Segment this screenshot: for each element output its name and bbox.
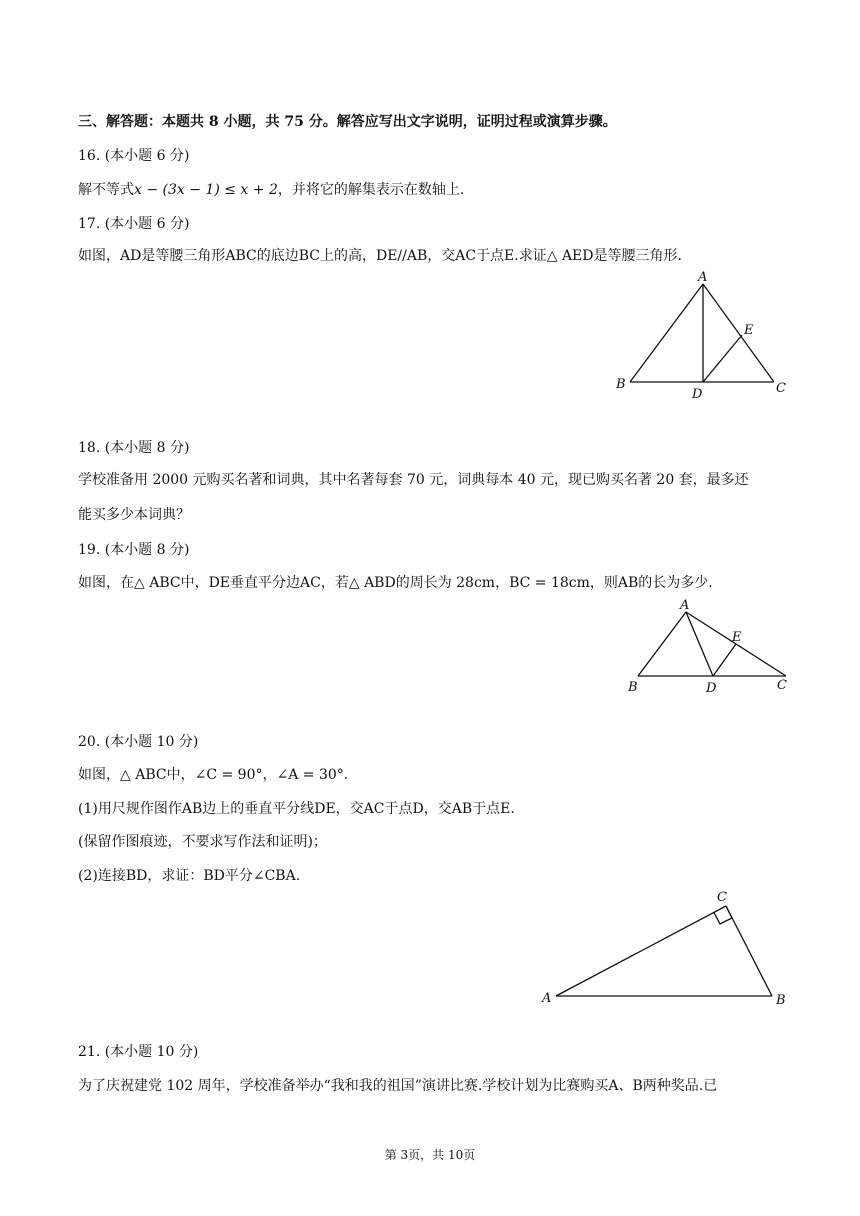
q17-triangle-figure <box>600 268 800 408</box>
page-footer: 第 3页，共 10页 <box>384 1148 476 1162</box>
q20-title: 20. (本小题 10 分) <box>78 734 199 750</box>
q19-label-a: A <box>680 598 690 613</box>
q16-text-b: ，并将它的解集表示在数轴上. <box>277 182 465 198</box>
q20-line4: (2)连接BD，求证：BD平分∠CBA. <box>78 868 301 884</box>
q20-line2: (1)用尺规作图作AB边上的垂直平分线DE，交AC于点D，交AB于点E. <box>78 801 515 817</box>
q18-line2: 能买多少本词典？ <box>78 507 190 523</box>
q19-label-c: C <box>777 678 787 693</box>
q20-line3: (保留作图痕迹，不要求写作法和证明)； <box>78 834 327 850</box>
q19-text: 如图，在△ ABC中，DE垂直平分边AC，若△ ABD的周长为 28cm，BC = 18cm，则AB的长为多少. <box>78 575 713 591</box>
q20-label-c: C <box>717 890 727 905</box>
q16-title: 16. (本小题 6 分) <box>78 148 190 164</box>
q21-line1: 为了庆祝建党 102 周年，学校准备举办“我和我的祖国”演讲比赛.学校计划为比赛购买A、B两种奖品.已 <box>78 1078 718 1094</box>
q17-title: 17. (本小题 6 分) <box>78 216 190 232</box>
q20-right-triangle-figure <box>536 886 800 1010</box>
q20-label-a: A <box>542 991 552 1006</box>
q17-label-e: E <box>744 323 754 338</box>
q17-label-d: D <box>692 387 703 402</box>
q18-title: 18. (本小题 8 分) <box>78 440 190 456</box>
q19-label-d: D <box>706 681 717 696</box>
q19-title: 19. (本小题 8 分) <box>78 542 190 558</box>
q21-title: 21. (本小题 10 分) <box>78 1044 199 1060</box>
q17-label-b: B <box>616 377 626 392</box>
q20-label-b: B <box>776 993 786 1008</box>
section-header: 三、解答题：本题共 8 小题，共 75 分。解答应写出文字说明，证明过程或演算步骤。 <box>78 114 617 130</box>
q16-expr: x − (3x − 1) ≤ x + 2 <box>134 182 278 198</box>
q19-triangle-figure <box>620 596 800 698</box>
q20-line1: 如图，△ ABC中，∠C = 90°，∠A = 30°. <box>78 767 349 783</box>
q16-text-a: 解不等式 <box>78 182 134 198</box>
q16-text <box>78 180 800 200</box>
q19-label-e: E <box>732 630 742 645</box>
q17-text: 如图，AD是等腰三角形ABC的底边BC上的高，DE//AB，交AC于点E.求证△ AED是等腰三角形. <box>78 248 682 264</box>
q17-label-c: C <box>776 381 786 396</box>
q17-label-a: A <box>698 270 708 285</box>
q18-line1: 学校准备用 2000 元购买名著和词典，其中名著每套 70 元，词典每本 40 元，现已购买名著 20 套，最多还 <box>78 472 749 488</box>
q19-label-b: B <box>628 680 638 695</box>
